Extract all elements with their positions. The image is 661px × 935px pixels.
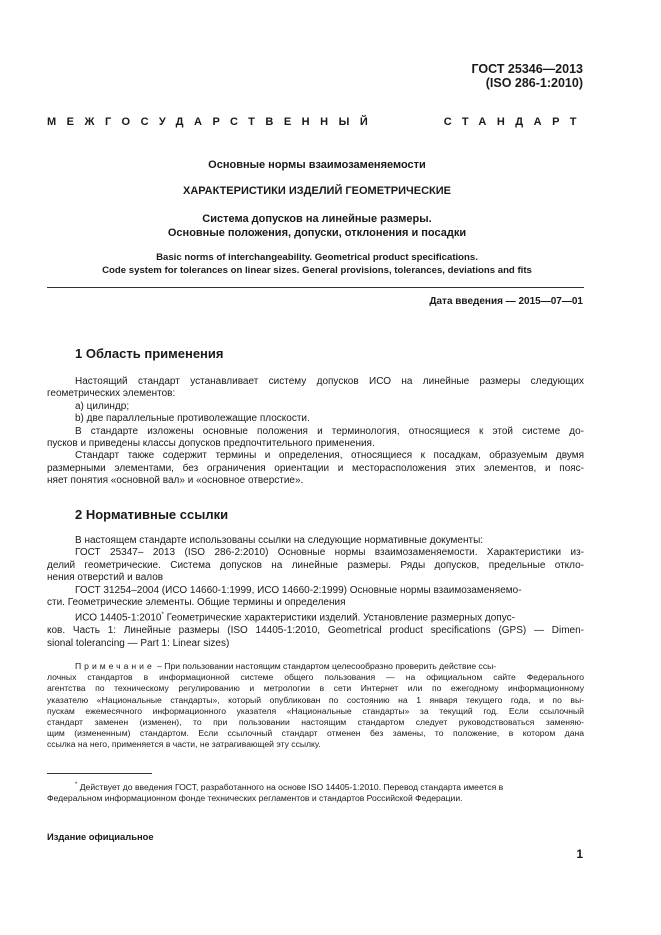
note-first-line bbox=[47, 661, 584, 672]
reference-line: делий геометрические. Система допусков на линейные размеры. Ряды допусков, предельные откло- bbox=[47, 559, 584, 571]
section-1-heading: 1 Область применения bbox=[75, 346, 224, 361]
interstate-label: МЕЖГОСУДАРСТВЕННЫЙ bbox=[47, 116, 379, 128]
title-basic-norms: Основные нормы взаимозаменяемости bbox=[208, 159, 426, 171]
section-1-body bbox=[47, 376, 584, 488]
note-line: стандарт заменен (изменен), то при пользовании настоящим стандартом следует руководствоваться заменяю- bbox=[47, 717, 584, 728]
title-english-line2: Code system for tolerances on linear sizes. General provisions, tolerances, deviations and fits bbox=[102, 265, 532, 276]
footnote-line bbox=[47, 780, 584, 793]
gost-number: ГОСТ 25346—2013 bbox=[471, 62, 583, 76]
note-line: щим (измененным) стандартом. Если ссылочный стандарт отменен без замены, то положение, в котором дана bbox=[47, 728, 584, 739]
reference-line: ГОСТ 31254–2004 (ИСО 14660-1:1999, ИСО 14660-2:1999) Основные нормы взаимозаменяемо- bbox=[75, 584, 522, 596]
standard-label: СТАНДАРТ bbox=[443, 116, 587, 128]
reference-line: сти. Геометрические элементы. Общие термины и определения bbox=[47, 597, 346, 609]
reference-line bbox=[47, 609, 584, 625]
paragraph-line: В настоящем стандарте использованы ссылки на следующие нормативные документы: bbox=[75, 535, 484, 546]
title-system bbox=[47, 212, 587, 240]
reference-line: sional tolerancing — Part 1: Linear sizes) bbox=[47, 637, 230, 649]
section-2-heading: 2 Нормативные ссылки bbox=[75, 507, 229, 522]
document-code bbox=[471, 62, 583, 90]
footnote bbox=[47, 780, 584, 804]
paragraph-line: В стандарте изложены основные положения и терминология, относящиеся к этой системе до- bbox=[75, 425, 584, 437]
title-divider bbox=[47, 287, 584, 288]
footnote-line: Федеральном информационном фонде технических регламентов и стандартов Российской Федерации. bbox=[47, 792, 463, 803]
note-line: лочных стандартов в информационной системе общего пользования — на официальном сайте Федерального bbox=[47, 672, 584, 683]
paragraph-line: геометрических элементов: bbox=[47, 388, 176, 400]
title-english-line1: Basic norms of interchangeability. Geometrical product specifications. bbox=[156, 252, 478, 263]
reference-line: ков. Часть 1: Линейные размеры (ISO 14405-1:2010, Geometrical product specifications (GPS) — Dimen- bbox=[47, 625, 584, 637]
note-line: агентства по техническому регулированию и метрологии в сети Интернет или по ежегодному информационному bbox=[47, 683, 584, 694]
official-edition-label: Издание официальное bbox=[47, 831, 154, 842]
paragraph-line: няет понятия «основной вал» и «основное отверстие». bbox=[47, 475, 304, 487]
footnote-mark: * bbox=[75, 782, 78, 788]
note-block bbox=[47, 661, 584, 751]
note-label: Примечание bbox=[75, 661, 155, 671]
footnote-divider bbox=[47, 773, 152, 774]
reference-line: нения отверстий и валов bbox=[47, 572, 164, 584]
note-first-text: – При пользовании настоящим стандартом целесообразно проверить действие ссы- bbox=[154, 661, 497, 671]
title-english bbox=[47, 251, 587, 277]
iso-reference-title: Геометрические характеристики изделий. Установление размерных допус- bbox=[163, 612, 515, 624]
paragraph-line: Стандарт также содержит термины и определения, относящиеся к посадкам, образуемым двумя bbox=[75, 450, 584, 462]
reference-line: ГОСТ 25347– 2013 (ISO 286-2:2010) Основные нормы взаимозаменяемости. Характеристики из- bbox=[75, 547, 584, 559]
page-number: 1 bbox=[576, 847, 583, 861]
footnote-marker: * bbox=[161, 612, 164, 619]
paragraph-line: пусков и приведены классы допусков предпочтительного применения. bbox=[47, 438, 375, 450]
title-system-line2: Основные положения, допуски, отклонения и посадки bbox=[167, 227, 467, 239]
list-item: b) две параллельные противолежащие плоскости. bbox=[75, 413, 310, 425]
note-line: пускам ежемесячного информационного указателя «Национальные стандарты» за текущий год. Если ссылочный bbox=[47, 705, 584, 716]
paragraph-line: Настоящий стандарт устанавливает систему допусков ИСО на линейные размеры следующих bbox=[75, 376, 584, 387]
title-system-line1: Система допусков на линейные размеры. bbox=[202, 213, 432, 225]
note-line: указателю «Национальные стандарты», который опубликован по состоянию на 1 января текущего года, и по вы- bbox=[47, 694, 584, 705]
paragraph-line: размерными элементами, без ограничения ориентации и месторасположения этих элементов, и пояс- bbox=[47, 462, 584, 474]
list-item: а) цилиндр; bbox=[75, 400, 130, 412]
iso-reference: ИСО 14405-1:2010 bbox=[75, 612, 162, 624]
introduction-date: Дата введения — 2015—07—01 bbox=[429, 296, 583, 307]
note-line: ссылка на него, применяется в части, не затрагивающей эту ссылку. bbox=[47, 739, 321, 750]
title-characteristics: ХАРАКТЕРИСТИКИ ИЗДЕЛИЙ ГЕОМЕТРИЧЕСКИЕ bbox=[183, 185, 451, 197]
section-2-body bbox=[47, 535, 584, 650]
footnote-text: Действует до введения ГОСТ, разработанного на основе ISO 14405-1:2010. Перевод стандарта имеется в bbox=[77, 781, 504, 792]
iso-number: (ISO 286-1:2010) bbox=[485, 76, 583, 90]
